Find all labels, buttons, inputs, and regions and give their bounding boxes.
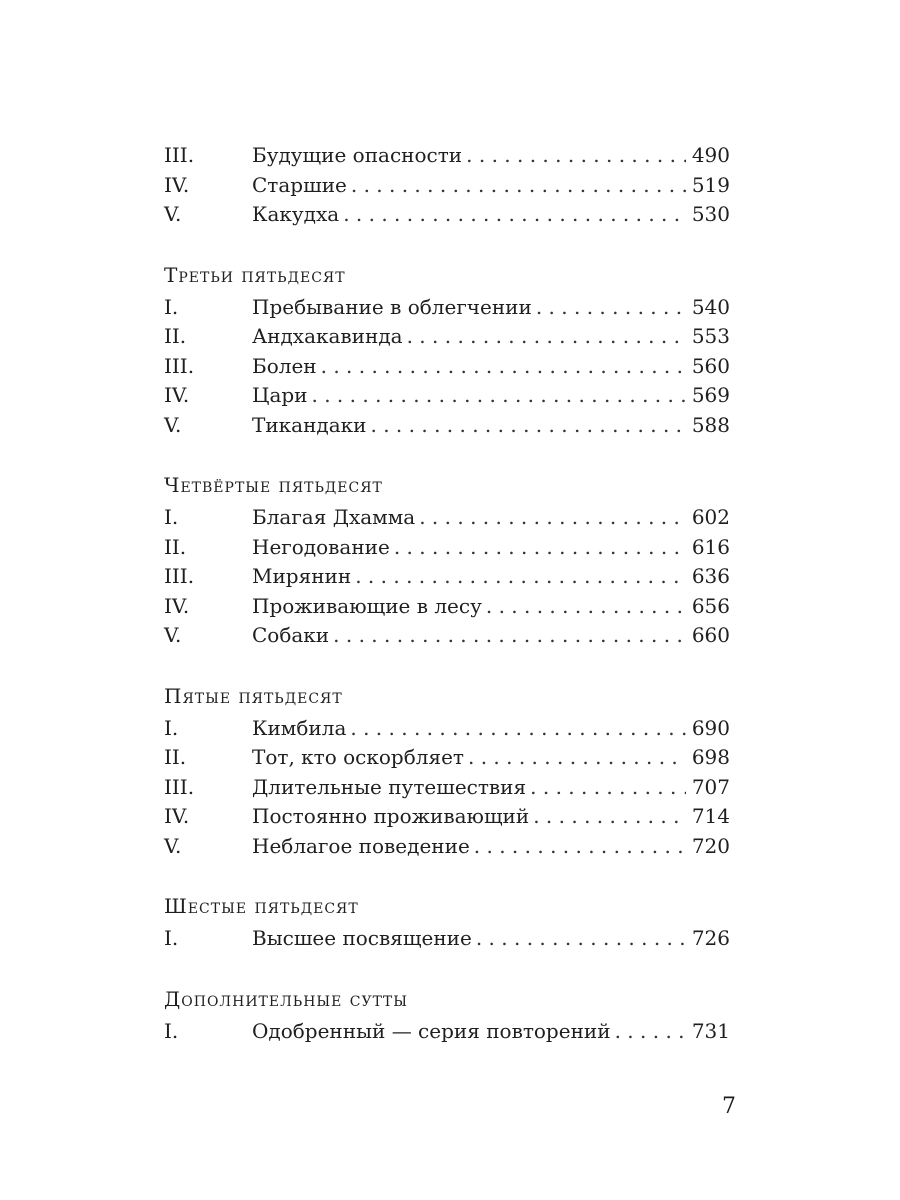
toc-entry [164,141,730,171]
dot-leader [371,411,686,441]
entry-page: 690 [691,715,730,740]
dot-leader [355,562,686,592]
dot-leader [533,802,686,832]
entry-page: 707 [691,774,730,799]
entry-page: 616 [691,534,730,559]
entry-page: 588 [691,412,730,437]
entry-number: V. [164,412,182,437]
entry-title: Проживающие в лесу [252,593,482,618]
entry-page: 636 [691,564,730,588]
entry-page: 540 [691,294,730,319]
toc-entry [164,832,730,862]
toc-entry [164,743,730,773]
dot-leader [468,743,686,773]
entry-title: Мирянин [252,564,352,588]
dot-leader [333,621,686,651]
toc-entry [164,322,730,352]
entry-title: Старшие [252,172,347,197]
entry-title: Тот, кто оскорбляет [252,745,464,769]
dot-leader [312,381,686,411]
dot-leader [486,592,686,622]
entry-title: Цари [252,383,308,407]
entry-number: IV. [164,383,190,407]
entry-page: 698 [691,745,730,769]
entry-title: Болен [252,353,317,378]
toc-entry [164,714,730,744]
dot-leader [536,293,686,323]
toc-entry [164,621,730,651]
toc-entry [164,411,730,441]
toc-entry [164,200,730,230]
entry-number: I. [164,715,179,740]
toc-entry [164,503,730,533]
dot-leader [321,352,686,382]
toc-entry [164,293,730,323]
entry-page: 731 [691,1018,730,1043]
entry-title: Благая Дхамма [252,505,416,529]
entry-page: 656 [691,593,730,618]
entry-page: 490 [691,143,730,167]
entry-page: 553 [691,324,730,348]
entry-page: 569 [691,383,730,407]
section-heading: Четвёртые пятьдесят [164,473,383,497]
entry-title: Пребывание в облегчении [252,294,532,319]
entry-page: 714 [691,804,730,828]
entry-number: II. [164,534,187,559]
toc-entry [164,802,730,832]
entry-number: IV. [164,172,190,197]
toc-entry [164,381,730,411]
entry-title: Андхакавинда [252,324,403,348]
entry-number: I. [164,1018,179,1043]
toc-entry [164,924,730,954]
section-heading: Дополнительные сутты [164,986,409,1011]
section-heading: Пятые пятьдесят [164,683,343,708]
toc-entry [164,352,730,382]
entry-number: V. [164,623,182,647]
entry-number: V. [164,202,182,226]
entry-page: 660 [691,623,730,647]
entry-title: Какудха [252,202,340,226]
entry-page: 530 [691,202,730,226]
toc-entry [164,562,730,592]
entry-title: Постоянно проживающий [252,804,530,828]
toc-entry [164,533,730,563]
entry-title: Высшее посвящение [252,926,472,950]
entry-page: 726 [691,926,730,950]
toc-entry [164,773,730,803]
dot-leader [474,832,686,862]
toc-section [164,141,730,230]
section-heading: Третьи пятьдесят [164,262,346,287]
entry-number: I. [164,294,179,319]
entry-number: III. [164,564,195,588]
entry-title: Тикандаки [252,412,367,437]
entry-page: 720 [691,833,730,858]
dot-leader [615,1017,686,1047]
page-number: 7 [722,1094,736,1119]
entry-title: Будущие опасности [252,143,463,167]
entry-number: III. [164,774,195,799]
entry-number: III. [164,143,195,167]
entry-title: Кимбила [252,715,347,740]
dot-leader [466,141,686,171]
entry-number: V. [164,833,182,858]
entry-number: I. [164,926,179,950]
toc-section [164,678,730,862]
dot-leader [407,322,686,352]
entry-number: II. [164,324,187,348]
toc-section [164,888,730,954]
toc-section [164,257,730,441]
dot-leader [419,503,686,533]
entry-title: Одобренный — серия повторений [252,1018,611,1043]
entry-title: Неблагое поведение [252,833,470,858]
toc-section [164,981,730,1047]
section-heading: Шестые пятьдесят [164,894,359,918]
dot-leader [351,171,686,201]
dot-leader [394,533,686,563]
toc-section [164,467,730,651]
entry-number: IV. [164,804,190,828]
entry-number: III. [164,353,195,378]
entry-page: 602 [691,505,730,529]
entry-title: Негодование [252,534,390,559]
dot-leader [530,773,686,803]
toc-entry [164,1017,730,1047]
entry-page: 519 [691,172,730,197]
entry-title: Длительные путешествия [252,774,527,799]
dot-leader [343,200,686,230]
table-of-contents [164,141,730,1073]
entry-number: IV. [164,593,190,618]
toc-entry [164,171,730,201]
entry-number: II. [164,745,187,769]
dot-leader [350,714,685,744]
dot-leader [476,924,686,954]
entry-page: 560 [691,353,730,378]
toc-entry [164,592,730,622]
entry-title: Собаки [252,623,330,647]
entry-number: I. [164,505,179,529]
